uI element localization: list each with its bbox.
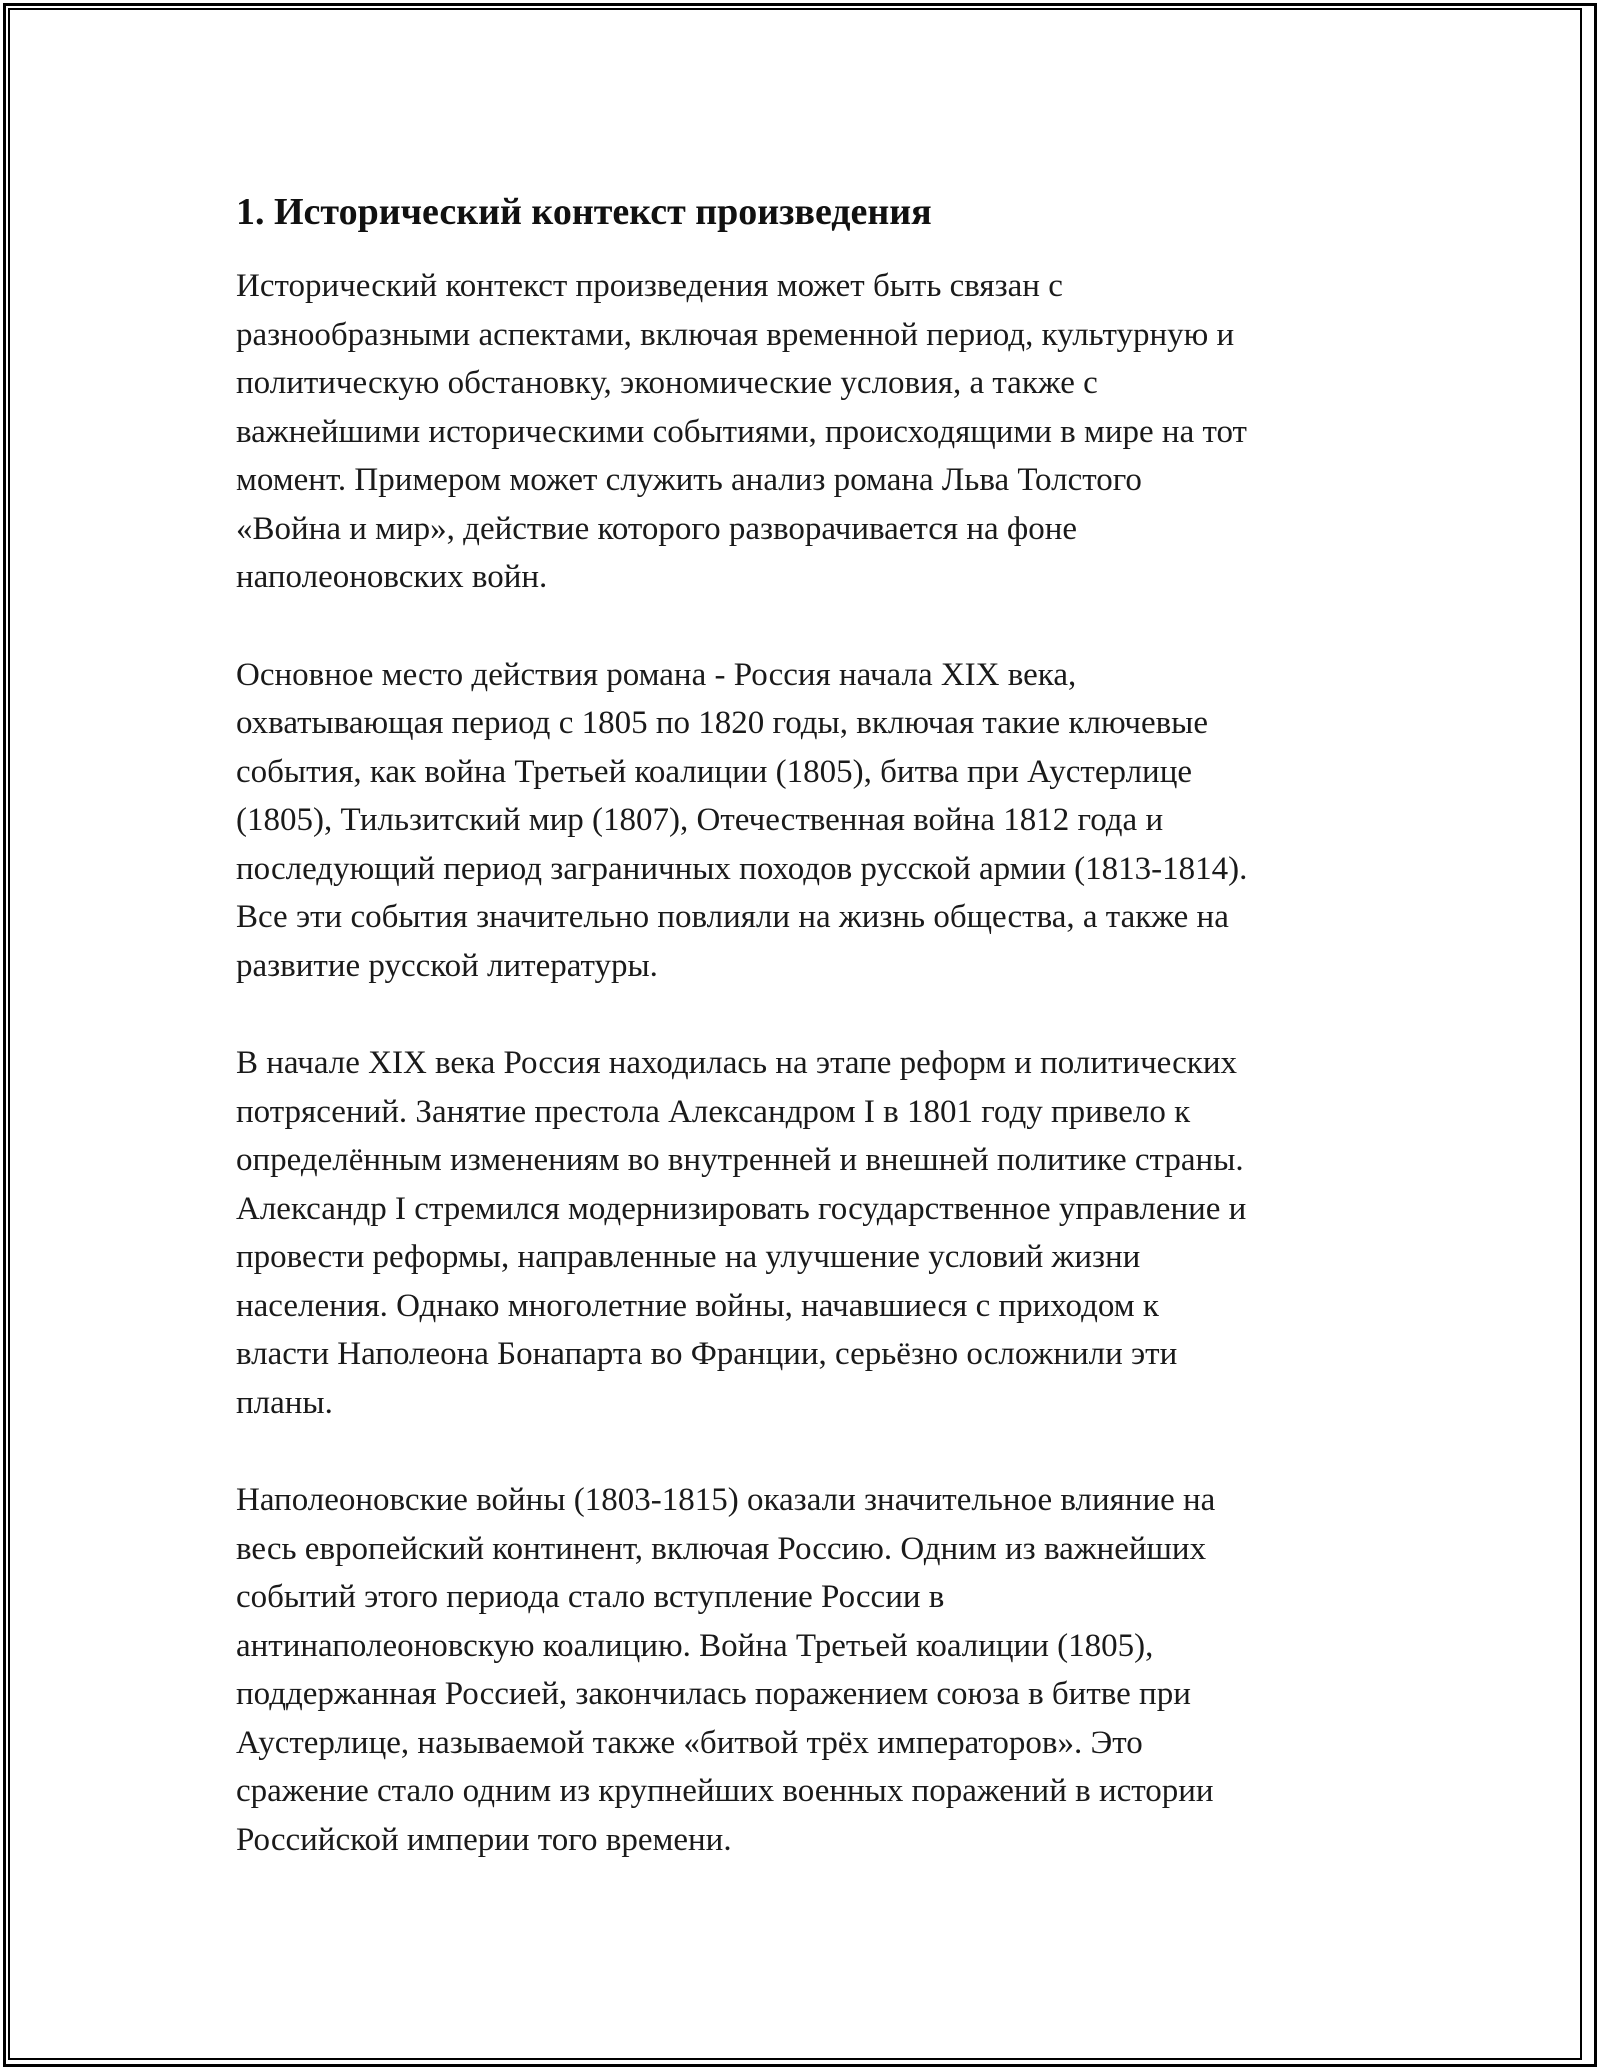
text-line: населения. Однако многолетние войны, начавшиеся с приходом к (236, 1287, 1159, 1324)
text-line: наполеоновских войн. (236, 559, 548, 595)
text-line: планы. (236, 1384, 333, 1421)
paragraph (236, 262, 1366, 602)
text-line: поддержанная Россией, закончилась поражением союза в битве при (236, 1676, 1191, 1712)
text-line: «Война и мир», действие которого разворачивается на фоне (236, 510, 1078, 547)
text-line: антинаполеоновскую коалицию. Война Третьей коалиции (1805), (236, 1627, 1154, 1664)
text-line: политическую обстановку, экономические условия, а также с (236, 365, 1098, 401)
text-line: провести реформы, направленные на улучшение условий жизни (236, 1239, 1141, 1275)
text-line: Исторический контекст произведения может быть связан с (236, 268, 1063, 304)
text-line: события, как война Третьей коалиции (1805), битва при Аустерлице (236, 753, 1193, 790)
text-line: охватывающая период с 1805 по 1820 годы, включая такие ключевые (236, 705, 1208, 741)
text-line: В начале XIX века Россия находилась на этапе реформ и политических (236, 1045, 1237, 1081)
text-line: момент. Примером может служить анализ романа Льва Толстого (236, 462, 1142, 498)
text-line: Наполеоновские войны (1803-1815) оказали значительное влияние на (236, 1482, 1216, 1518)
text-line: последующий период заграничных походов русской армии (1813-1814). (236, 850, 1248, 887)
text-line: (1805), Тильзитский мир (1807), Отечественная война 1812 года и (236, 802, 1164, 838)
text-line: Российской империи того времени. (236, 1821, 732, 1858)
text-line: развитие русской литературы. (236, 947, 658, 984)
paragraph (236, 1476, 1366, 1864)
text-line: определённым изменениям во внутренней и внешней политике страны. (236, 1142, 1244, 1178)
text-line: Основное место действия романа - Россия начала XIX века, (236, 656, 1077, 693)
text-line: разнообразными аспектами, включая временной период, культурную и (236, 316, 1235, 353)
text-line: Все эти события значительно повлияли на жизнь общества, а также на (236, 899, 1229, 935)
paragraph (236, 651, 1366, 991)
text-line: сражение стало одним из крупнейших военных поражений в истории (236, 1773, 1214, 1809)
text-line: весь европейский континент, включая Россию. Одним из важнейших (236, 1530, 1207, 1567)
section-heading: 1. Исторический контекст произведения (236, 191, 932, 233)
text-line: потрясений. Занятие престола Александром I в 1801 году привело к (236, 1093, 1191, 1130)
paragraph-container (236, 262, 1366, 1864)
text-line: событий этого периода стало вступление России в (236, 1579, 945, 1615)
text-line: Аустерлице, называемой также «битвой трёх императоров». Это (236, 1724, 1143, 1761)
text-line: власти Наполеона Бонапарта во Франции, серьёзно осложнили эти (236, 1336, 1178, 1372)
text-line: важнейшими историческими событиями, происходящими в мире на тот (236, 413, 1247, 450)
text-line: Александр I стремился модернизировать государственное управление и (236, 1190, 1247, 1227)
document-body (236, 188, 1366, 1864)
paragraph (236, 1039, 1366, 1427)
